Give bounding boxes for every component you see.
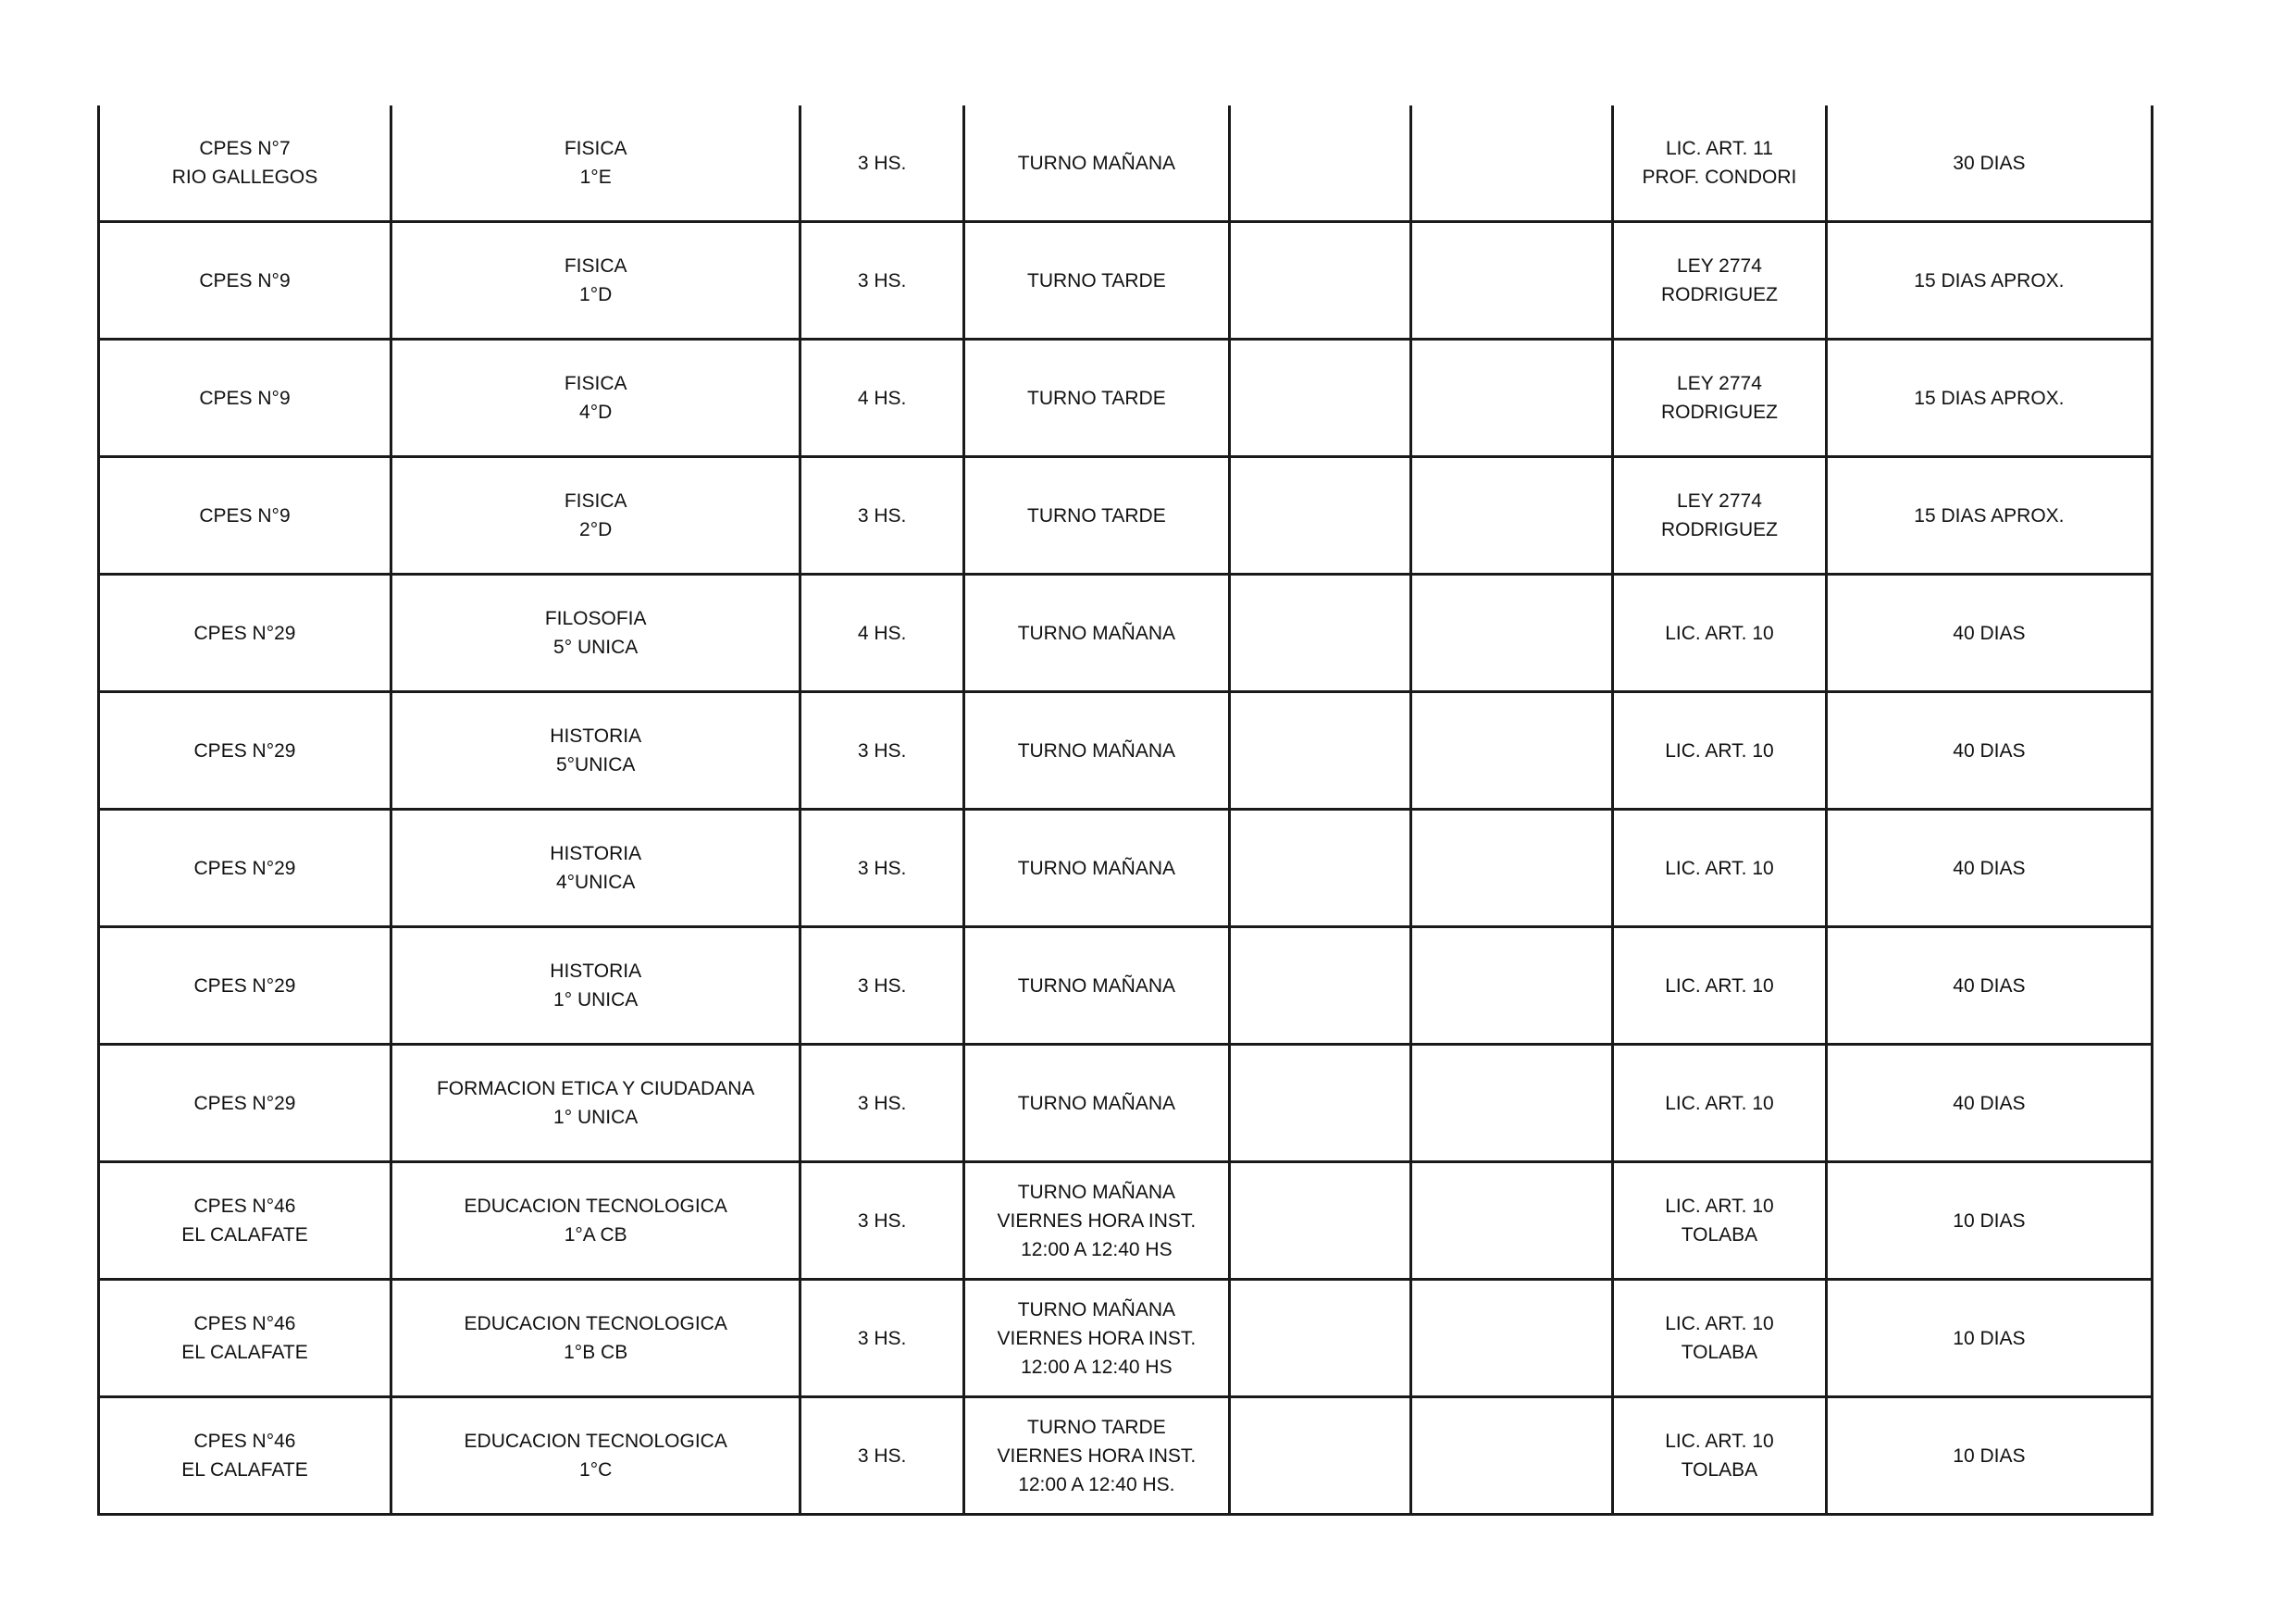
cell-turno: [963, 222, 1229, 340]
cell-materia-line: EDUCACION TECNOLOGICA: [464, 1196, 727, 1217]
cell-materia-line: EDUCACION TECNOLOGICA: [464, 1431, 727, 1452]
cell-materia-line: 5° UNICA: [553, 637, 639, 658]
cell-empty-b: [1411, 222, 1613, 340]
cell-motivo-line: RODRIGUEZ: [1660, 402, 1778, 423]
cell-duracion-text: 10 DIAS: [1953, 1209, 2026, 1232]
cell-duracion-text: 40 DIAS: [1953, 1092, 2026, 1114]
cell-escuela-line: EL CALAFATE: [181, 1459, 308, 1481]
cell-empty-a: [1229, 222, 1411, 340]
cell-motivo-line: LIC. ART. 10: [1665, 1092, 1774, 1114]
cell-escuela-line: CPES N°29: [193, 739, 296, 762]
cell-empty-a: [1229, 1045, 1411, 1162]
cell-duracion: [1826, 457, 2152, 575]
cell-horas-text: 3 HS.: [857, 152, 907, 174]
table-row: [99, 340, 2153, 457]
cell-escuela-line: CPES N°29: [193, 1092, 296, 1114]
table-row: [99, 1045, 2153, 1162]
cell-motivo-line: LIC. ART. 10: [1665, 974, 1774, 997]
cell-empty-b: [1411, 1045, 1613, 1162]
cell-turno-line: TURNO MAÑANA: [1017, 739, 1176, 762]
cell-duracion: [1826, 1162, 2152, 1280]
cell-motivo-line: RODRIGUEZ: [1660, 284, 1778, 305]
cell-materia-line: 2°D: [579, 519, 613, 540]
cell-escuela-line: CPES N°46: [193, 1431, 296, 1452]
cell-materia-line: FISICA: [564, 490, 627, 512]
cell-duracion: [1826, 692, 2152, 810]
cell-motivo-line: LEY 2774: [1677, 373, 1762, 394]
cell-horas: [800, 810, 964, 927]
cell-materia-line: 1°A CB: [564, 1224, 627, 1246]
cell-materia: [391, 692, 800, 810]
cell-materia: [391, 1280, 800, 1397]
cell-materia: [391, 1045, 800, 1162]
cell-horas-text: 3 HS.: [857, 1092, 907, 1114]
cell-motivo-line: TOLABA: [1681, 1342, 1758, 1363]
cell-turno: [963, 340, 1229, 457]
cell-materia-line: 1°D: [579, 284, 613, 305]
cell-horas-text: 3 HS.: [857, 974, 907, 997]
cell-duracion-text: 30 DIAS: [1953, 152, 2026, 174]
cell-motivo-line: RODRIGUEZ: [1660, 519, 1778, 540]
cell-escuela: [99, 340, 391, 457]
cell-motivo: [1613, 575, 1827, 692]
cell-duracion-text: 10 DIAS: [1953, 1327, 2026, 1349]
cell-escuela-line: RIO GALLEGOS: [171, 167, 318, 188]
cell-escuela: [99, 1162, 391, 1280]
cell-turno: [963, 810, 1229, 927]
cell-empty-a: [1229, 1397, 1411, 1515]
cell-materia-line: FISICA: [564, 255, 627, 277]
cell-horas-text: 3 HS.: [857, 1444, 907, 1467]
cell-empty-b: [1411, 1397, 1613, 1515]
cell-turno: [963, 692, 1229, 810]
cell-escuela-line: CPES N°9: [199, 387, 291, 409]
cell-motivo: [1613, 1397, 1827, 1515]
cell-duracion-text: 40 DIAS: [1953, 622, 2026, 644]
cell-empty-b: [1411, 1280, 1613, 1397]
cell-turno-line: TURNO TARDE: [1027, 1416, 1166, 1438]
cell-materia-line: 4°D: [579, 402, 613, 423]
cell-turno: [963, 1162, 1229, 1280]
vacancy-table: [97, 105, 2153, 1516]
cell-duracion-text: 10 DIAS: [1953, 1444, 2026, 1467]
cell-turno-line: TURNO MAÑANA: [1017, 1092, 1176, 1114]
cell-horas-text: 3 HS.: [857, 504, 907, 527]
cell-duracion: [1826, 927, 2152, 1045]
cell-duracion: [1826, 1280, 2152, 1397]
cell-escuela: [99, 1045, 391, 1162]
table-row: [99, 1280, 2153, 1397]
cell-materia-line: 1°B CB: [564, 1342, 628, 1363]
cell-empty-a: [1229, 340, 1411, 457]
cell-turno-line: TURNO MAÑANA: [1017, 974, 1176, 997]
cell-escuela-line: EL CALAFATE: [181, 1342, 308, 1363]
cell-turno-line: TURNO MAÑANA: [1017, 857, 1176, 879]
cell-materia-line: HISTORIA: [550, 961, 642, 982]
cell-empty-b: [1411, 575, 1613, 692]
cell-motivo: [1613, 340, 1827, 457]
cell-escuela-line: CPES N°9: [199, 269, 291, 291]
cell-escuela-line: CPES N°46: [193, 1196, 296, 1217]
table-row: [99, 692, 2153, 810]
cell-materia-line: 1°E: [579, 167, 612, 188]
cell-duracion: [1826, 105, 2152, 222]
cell-motivo: [1613, 105, 1827, 222]
table-row: [99, 1397, 2153, 1515]
cell-motivo-line: LIC. ART. 10: [1665, 1313, 1774, 1334]
cell-horas: [800, 1397, 964, 1515]
cell-escuela-line: CPES N°29: [193, 622, 296, 644]
cell-horas: [800, 1045, 964, 1162]
cell-motivo-line: LIC. ART. 10: [1665, 1431, 1774, 1452]
cell-turno: [963, 1045, 1229, 1162]
cell-duracion: [1826, 810, 2152, 927]
cell-horas: [800, 1280, 964, 1397]
cell-turno-line: TURNO MAÑANA: [1017, 1298, 1176, 1320]
table-row: [99, 927, 2153, 1045]
cell-motivo-line: LEY 2774: [1677, 490, 1762, 512]
table-row: [99, 1162, 2153, 1280]
cell-materia-line: EDUCACION TECNOLOGICA: [464, 1313, 727, 1334]
cell-turno-line: TURNO TARDE: [1027, 504, 1166, 527]
cell-turno-line: TURNO MAÑANA: [1017, 152, 1176, 174]
cell-empty-a: [1229, 692, 1411, 810]
cell-horas: [800, 340, 964, 457]
cell-motivo: [1613, 1162, 1827, 1280]
cell-escuela: [99, 810, 391, 927]
cell-motivo: [1613, 222, 1827, 340]
cell-duracion-text: 40 DIAS: [1953, 974, 2026, 997]
cell-materia-line: 1° UNICA: [553, 989, 639, 1010]
cell-escuela-line: CPES N°9: [199, 504, 291, 527]
cell-empty-b: [1411, 692, 1613, 810]
cell-turno-line: TURNO MAÑANA: [1017, 622, 1176, 644]
cell-empty-a: [1229, 575, 1411, 692]
cell-turno-line: 12:00 A 12:40 HS: [1021, 1356, 1173, 1378]
cell-horas: [800, 575, 964, 692]
cell-escuela-line: CPES N°46: [193, 1313, 296, 1334]
cell-materia-line: FORMACION ETICA Y CIUDADANA: [436, 1078, 755, 1099]
cell-motivo: [1613, 1280, 1827, 1397]
cell-empty-b: [1411, 105, 1613, 222]
cell-duracion-text: 15 DIAS APROX.: [1914, 504, 2065, 527]
cell-materia: [391, 222, 800, 340]
cell-duracion-text: 15 DIAS APROX.: [1914, 269, 2065, 291]
cell-horas: [800, 457, 964, 575]
cell-materia: [391, 340, 800, 457]
cell-motivo-line: TOLABA: [1681, 1459, 1758, 1481]
table-body: [99, 105, 2153, 1515]
cell-empty-a: [1229, 1162, 1411, 1280]
cell-duracion: [1826, 1045, 2152, 1162]
cell-materia: [391, 575, 800, 692]
cell-escuela: [99, 105, 391, 222]
cell-turno: [963, 575, 1229, 692]
cell-turno-line: TURNO TARDE: [1027, 387, 1166, 409]
cell-motivo: [1613, 810, 1827, 927]
cell-turno: [963, 1397, 1229, 1515]
cell-duracion-text: 40 DIAS: [1953, 739, 2026, 762]
cell-materia: [391, 927, 800, 1045]
cell-motivo-line: TOLABA: [1681, 1224, 1758, 1246]
cell-duracion: [1826, 575, 2152, 692]
cell-turno-line: TURNO MAÑANA: [1017, 1181, 1176, 1203]
cell-horas: [800, 927, 964, 1045]
cell-horas-text: 3 HS.: [857, 857, 907, 879]
cell-empty-b: [1411, 1162, 1613, 1280]
cell-horas-text: 3 HS.: [857, 1327, 907, 1349]
cell-empty-a: [1229, 810, 1411, 927]
cell-escuela: [99, 1397, 391, 1515]
cell-escuela-line: EL CALAFATE: [181, 1224, 308, 1246]
table-row: [99, 810, 2153, 927]
table-row: [99, 575, 2153, 692]
cell-materia-line: FILOSOFIA: [544, 608, 647, 629]
cell-empty-b: [1411, 810, 1613, 927]
table-row: [99, 457, 2153, 575]
cell-turno: [963, 105, 1229, 222]
cell-horas: [800, 105, 964, 222]
cell-motivo: [1613, 692, 1827, 810]
cell-materia-line: HISTORIA: [550, 725, 642, 747]
cell-duracion: [1826, 340, 2152, 457]
cell-motivo-line: LIC. ART. 10: [1665, 857, 1774, 879]
cell-duracion-text: 15 DIAS APROX.: [1914, 387, 2065, 409]
cell-horas-text: 4 HS.: [857, 622, 907, 644]
cell-duracion-text: 40 DIAS: [1953, 857, 2026, 879]
cell-turno: [963, 1280, 1229, 1397]
cell-materia: [391, 810, 800, 927]
cell-horas-text: 3 HS.: [857, 1209, 907, 1232]
cell-turno-line: 12:00 A 12:40 HS.: [1018, 1473, 1175, 1495]
cell-motivo-line: PROF. CONDORI: [1642, 167, 1797, 188]
cell-turno-line: VIERNES HORA INST.: [997, 1444, 1197, 1467]
cell-escuela: [99, 927, 391, 1045]
cell-empty-b: [1411, 457, 1613, 575]
cell-materia-line: FISICA: [564, 373, 627, 394]
cell-turno-line: TURNO TARDE: [1027, 269, 1166, 291]
cell-motivo-line: LIC. ART. 10: [1665, 1196, 1774, 1217]
cell-empty-a: [1229, 105, 1411, 222]
cell-escuela-line: CPES N°29: [193, 857, 296, 879]
cell-escuela: [99, 575, 391, 692]
cell-materia: [391, 1162, 800, 1280]
cell-horas-text: 3 HS.: [857, 739, 907, 762]
cell-escuela: [99, 1280, 391, 1397]
document-sheet: [97, 105, 2153, 1516]
cell-motivo-line: LIC. ART. 10: [1665, 622, 1774, 644]
cell-escuela-line: CPES N°29: [193, 974, 296, 997]
cell-horas-text: 3 HS.: [857, 269, 907, 291]
cell-escuela-line: CPES N°7: [199, 138, 291, 159]
cell-materia: [391, 1397, 800, 1515]
cell-horas: [800, 222, 964, 340]
cell-motivo: [1613, 1045, 1827, 1162]
cell-materia-line: 1°C: [579, 1459, 613, 1481]
cell-empty-a: [1229, 457, 1411, 575]
cell-escuela: [99, 457, 391, 575]
cell-motivo: [1613, 927, 1827, 1045]
cell-turno-line: VIERNES HORA INST.: [997, 1327, 1197, 1349]
cell-materia-line: 1° UNICA: [553, 1107, 639, 1128]
cell-materia-line: 4°UNICA: [555, 872, 636, 893]
table-row: [99, 105, 2153, 222]
cell-turno: [963, 457, 1229, 575]
cell-empty-b: [1411, 340, 1613, 457]
cell-empty-b: [1411, 927, 1613, 1045]
cell-materia: [391, 457, 800, 575]
cell-materia-line: HISTORIA: [550, 843, 642, 864]
cell-horas: [800, 1162, 964, 1280]
cell-motivo-line: LIC. ART. 10: [1665, 739, 1774, 762]
cell-materia: [391, 105, 800, 222]
cell-materia-line: FISICA: [564, 138, 627, 159]
cell-motivo: [1613, 457, 1827, 575]
cell-horas: [800, 692, 964, 810]
cell-turno-line: VIERNES HORA INST.: [997, 1209, 1197, 1232]
table-row: [99, 222, 2153, 340]
cell-escuela: [99, 692, 391, 810]
cell-turno-line: 12:00 A 12:40 HS: [1021, 1238, 1173, 1260]
cell-turno: [963, 927, 1229, 1045]
cell-empty-a: [1229, 1280, 1411, 1397]
cell-motivo-line: LIC. ART. 11: [1665, 138, 1773, 159]
cell-materia-line: 5°UNICA: [555, 754, 636, 775]
cell-empty-a: [1229, 927, 1411, 1045]
cell-horas-text: 4 HS.: [857, 387, 907, 409]
cell-duracion: [1826, 1397, 2152, 1515]
cell-duracion: [1826, 222, 2152, 340]
cell-motivo-line: LEY 2774: [1677, 255, 1762, 277]
cell-escuela: [99, 222, 391, 340]
